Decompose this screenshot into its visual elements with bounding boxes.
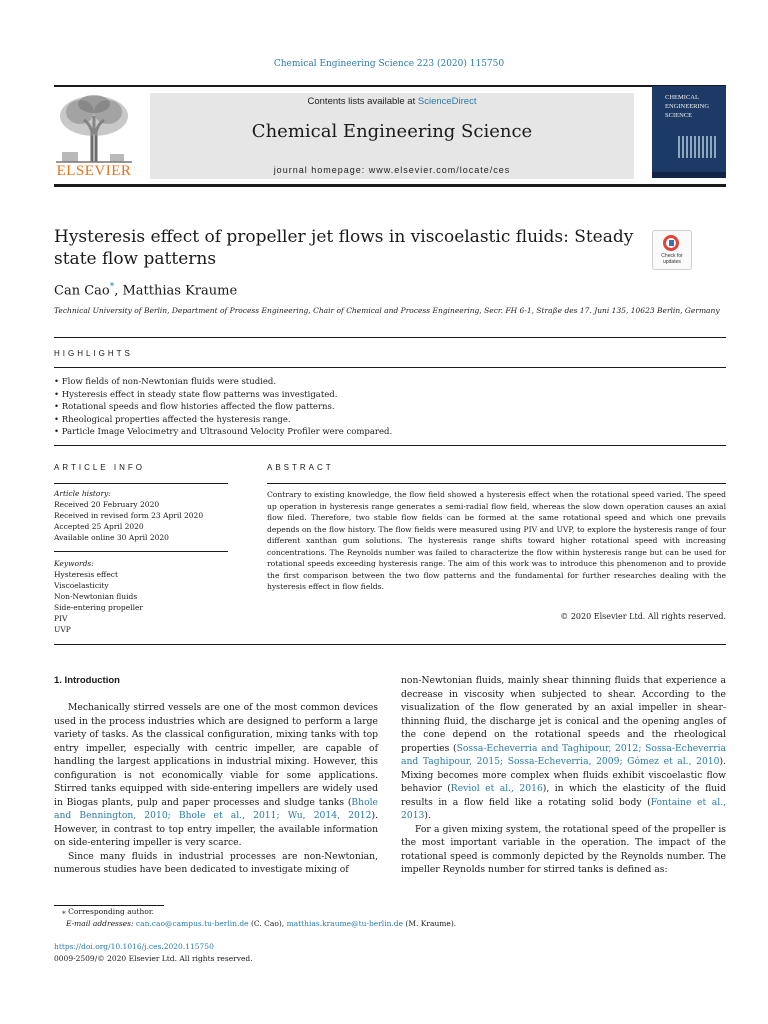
sciencedirect-link[interactable]: ScienceDirect — [417, 96, 477, 107]
divider — [54, 445, 726, 446]
contents-line — [150, 96, 634, 107]
masthead-bottom-rule — [54, 184, 726, 187]
history-line: Received in revised form 23 April 2020 — [54, 511, 204, 520]
masthead-box — [150, 93, 634, 179]
email-owner: (M. Kraume). — [403, 918, 457, 928]
cover-title-line: ENGINEERING — [665, 103, 710, 110]
abstract-heading: ABSTRACT — [267, 463, 334, 472]
keyword: Viscoelasticity — [54, 581, 109, 590]
article-title: Hysteresis effect of propeller jet flows in viscoelastic fluids: Steady state flow patterns — [54, 227, 634, 269]
highlight-item: • Rotational speeds and flow histories affected the flow patterns. — [54, 401, 726, 414]
elsevier-logo — [54, 94, 134, 180]
check-for-updates-button[interactable] — [652, 230, 692, 270]
paragraph: For a given mixing system, the rotational speed of the propeller is the most important variable in the operation. The impact of the rotational speed is commonly depicted by the Reynolds number. The impeller Reynolds number for stirred tanks is defined as: — [401, 823, 726, 875]
paragraph-text: ). — [424, 810, 431, 821]
contents-prefix: Contents lists available at — [307, 96, 418, 107]
journal-homepage[interactable]: journal homepage: www.elsevier.com/locate/ces — [273, 165, 511, 175]
doi-link[interactable]: https://doi.org/10.1016/j.ces.2020.115750 — [54, 942, 214, 951]
right-column — [401, 674, 726, 877]
left-column — [54, 701, 378, 877]
author-name: Can Cao — [54, 283, 110, 299]
journal-reference[interactable]: Chemical Engineering Science 223 (2020) 115750 — [273, 59, 505, 69]
journal-cover — [652, 86, 726, 178]
article-info — [54, 488, 229, 635]
divider — [54, 551, 228, 552]
email-link[interactable]: matthias.kraume@tu-berlin.de — [286, 918, 404, 928]
paragraph — [401, 674, 726, 823]
citation-link[interactable]: Reviol et al., 2016 — [450, 783, 543, 794]
citation-link[interactable]: Fontaine et al., 2013 — [401, 796, 726, 821]
journal-title: Chemical Engineering Science — [251, 121, 533, 142]
paragraph-text: ). However, in contrast to top entry impeller, the available information on side-entering impeller is very scarce. — [54, 810, 378, 848]
keyword: Non-Newtonian fluids — [54, 592, 138, 601]
issn-line: 0009-2509/© 2020 Elsevier Ltd. All rights reserved. — [54, 953, 253, 963]
elsevier-tree-icon — [54, 94, 134, 164]
paragraph-text: ). Mixing becomes more complex when fluids exhibit viscoelastic flow behavior ( — [401, 756, 726, 794]
check-updates-icon — [663, 235, 679, 251]
author-separator: , — [114, 283, 123, 299]
article-info-heading: ARTICLE INFO — [54, 463, 145, 472]
author-name: Matthias Kraume — [122, 283, 238, 299]
cover-title-line: CHEMICAL — [665, 94, 699, 101]
citation-link[interactable]: Sossa-Echeverria and Taghipour, 2012; Sossa-Echeverria and Taghipour, 2015; Sossa-Echeverria, 2009; Gómez et al., 2010 — [401, 742, 726, 767]
doi-block — [54, 941, 253, 964]
email-note — [54, 918, 456, 930]
email-owner: (C. Cao), — [248, 918, 287, 928]
history-line: Received 20 February 2020 — [54, 500, 160, 509]
email-label: E-mail addresses: — [66, 918, 136, 928]
paragraph-text: non-Newtonian fluids, mainly shear thinning fluids that experience a decrease in viscosity when subjected to shear. According to the visualization of the flow generated by an axial impeller in shear-thinning fluid, the discharge jet is conical and the opening angles of the cone depend on the rotational speeds and the rheological properties ( — [401, 675, 726, 754]
authors — [54, 282, 237, 298]
keywords-label: Keywords: — [54, 559, 94, 568]
divider — [54, 367, 726, 368]
history-line: Accepted 25 April 2020 — [54, 522, 144, 531]
abstract-text: Contrary to existing knowledge, the flow field showed a hysteresis effect when the rotational speed varied. The speed up operation in hysteresis range generates a semi-radial flow field, whereas the slow down operation causes an axial flow filed. Therefore, two stable flow fields can be formed at the same rotational speed and which one prevails depends on the flow history. The flow fields were measured using PIV and UVP, to explore the hysteresis range of four different xanthan gum solutions. The hysteresis range shifts toward higher rotational speed with increasing concentrations. The Reynolds number was failed to characterize the flow within hysteresis range but can be used for rotational speeds exceeding hysteresis range. The aim of this work was to introduce this phenomenon and to provide the first comparison between the two flow patterns and the fundamental for further researches dealing with the hysteresis effect in flow fields. — [267, 490, 726, 591]
paragraph: Since many fluids in industrial processes are non-Newtonian, numerous studies have been dedicated to investigate mixing of — [54, 850, 378, 875]
divider — [54, 644, 726, 645]
cover-strip — [652, 172, 726, 178]
cover-title-line: SCIENCE — [665, 112, 693, 119]
affiliation: Technical University of Berlin, Department of Process Engineering, Chair of Chemical and Process Engineering, Secr. FH 6-1, Straße des 17. Juni 135, 10623 Berlin, Germany — [54, 306, 720, 315]
history-line: Available online 30 April 2020 — [54, 533, 169, 542]
highlight-item: • Hysteresis effect in steady state flow patterns was investigated. — [54, 389, 726, 402]
divider — [267, 483, 726, 484]
highlights-list — [54, 376, 726, 439]
elsevier-wordmark: ELSEVIER — [56, 163, 132, 179]
check-updates-label: Check for updates — [661, 253, 683, 265]
highlight-item: • Rheological properties affected the hysteresis range. — [54, 414, 726, 427]
cover-title — [665, 93, 709, 120]
keyword: UVP — [54, 625, 71, 634]
article-history-label: Article history: — [54, 489, 111, 498]
masthead-top-rule — [54, 85, 726, 87]
paragraph-text: Mechanically stirred vessels are one of the most common devices used in the process industries which are designed to perform a large variety of tasks. As the classical configuration, mixing tanks with top entry impeller, especially with centric impeller, are capable of handling the largest applications in industrial mixing. However, this configuration is not economically viable for some applications. Stirred tanks equipped with side-entering impellers are widely used in Biogas plants, pulp and paper processes and sludge tanks ( — [54, 702, 378, 808]
keyword: Hysteresis effect — [54, 570, 119, 579]
paragraph — [54, 701, 378, 850]
highlights-heading: HIGHLIGHTS — [54, 349, 133, 358]
divider — [54, 483, 228, 484]
paragraph-text: ), in which the elasticity of the fluid results in a flow field like a rotating solid body ( — [401, 783, 726, 808]
email-link[interactable]: can.cao@campus.tu-berlin.de — [135, 918, 249, 928]
keyword: Side-entering propeller — [54, 603, 143, 612]
corresponding-author-mark[interactable]: * — [109, 282, 115, 292]
highlight-item: • Particle Image Velocimetry and Ultrasound Velocity Profiler were compared. — [54, 426, 726, 439]
corresponding-author-note: ⁎ Corresponding author. — [62, 907, 155, 916]
keyword: PIV — [54, 614, 68, 623]
introduction-heading: 1. Introduction — [54, 675, 120, 686]
footnotes — [54, 906, 456, 929]
divider — [54, 337, 726, 338]
highlight-item: • Flow fields of non-Newtonian fluids were studied. — [54, 376, 726, 389]
citation-link[interactable]: Bhole and Bennington, 2010; Bhole et al., 2011; Wu, 2014, 2012 — [54, 796, 378, 821]
abstract-copyright: © 2020 Elsevier Ltd. All rights reserved. — [560, 612, 726, 621]
cover-graphic — [678, 136, 718, 158]
